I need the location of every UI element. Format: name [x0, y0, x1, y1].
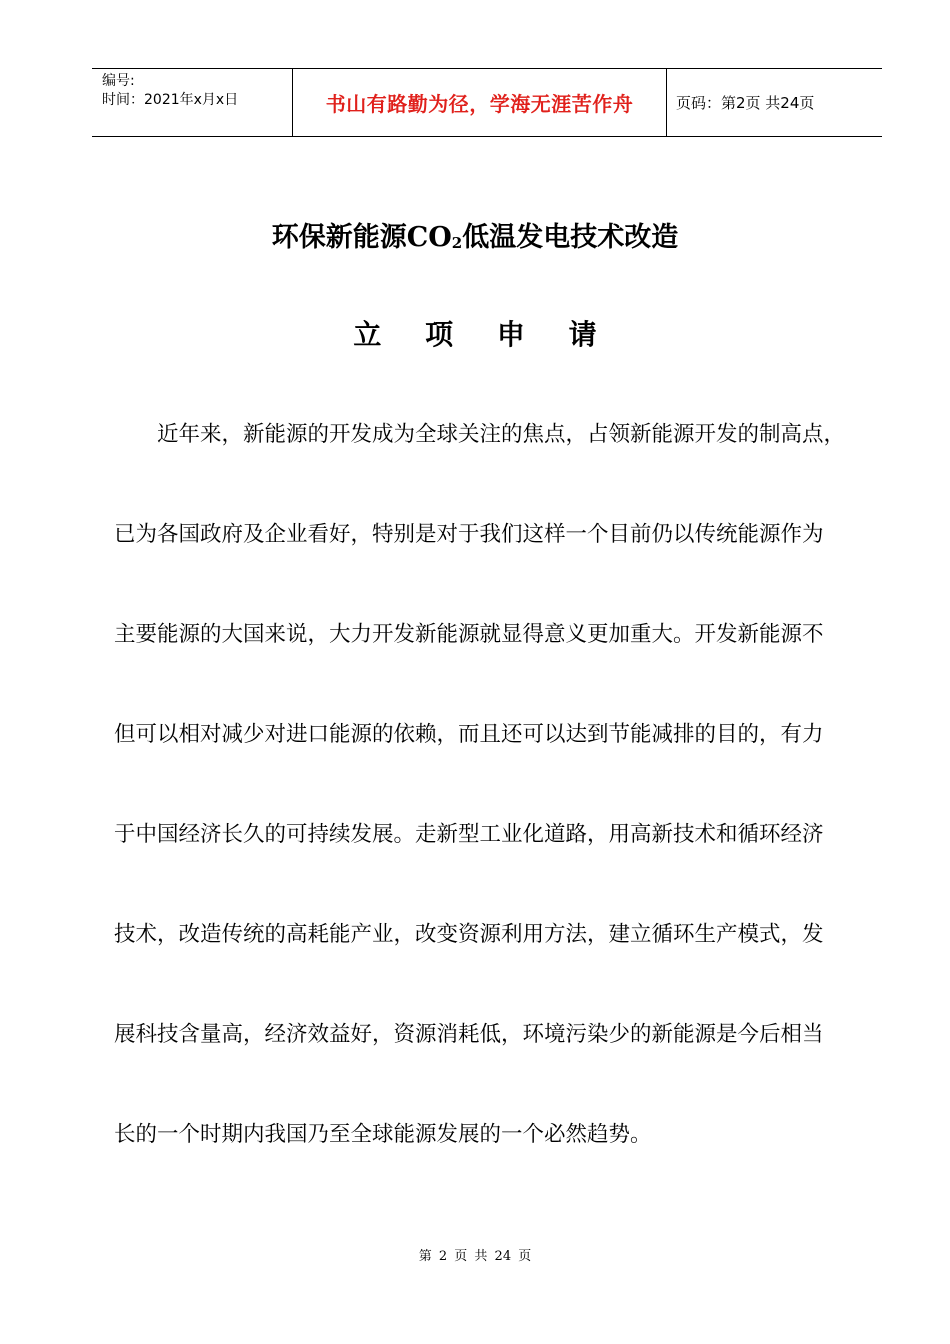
- paragraph-line: 技术，改造传统的高耗能产业，改变资源利用方法，建立循环生产模式，发: [114, 922, 824, 947]
- document-title-part2: 低温发电技术改造: [462, 222, 679, 253]
- header-page-cell: [667, 69, 882, 136]
- paragraph-line: 长的一个时期内我国乃至全球能源发展的一个必然趋势。: [114, 1122, 652, 1147]
- paragraph-line: 近年来，新能源的开发成为全球关注的焦点，占领新能源开发的制高点，: [157, 422, 846, 447]
- document-body: [114, 414, 892, 1214]
- subtitle-char: 请: [568, 318, 597, 351]
- paragraph-line: 但可以相对减少对进口能源的依赖，而且还可以达到节能减排的目的，有力: [114, 722, 824, 747]
- paragraph-line: 于中国经济长久的可持续发展。走新型工业化道路，用高新技术和循环经济: [114, 822, 824, 847]
- subtitle-char: 申: [496, 318, 525, 351]
- page-footer: 第 2 页 共 24 页: [418, 1249, 532, 1264]
- header-motto: 书山有路勤为径，学海无涯苦作舟: [325, 92, 634, 116]
- subtitle-char: 项: [425, 318, 454, 351]
- document-title: [0, 215, 950, 254]
- document-title-part1: 环保新能源CO: [271, 222, 452, 253]
- page-header: [92, 68, 882, 137]
- document-title-subscript: 2: [451, 234, 463, 252]
- header-meta-cell: [92, 69, 293, 136]
- paragraph-line: 已为各国政府及企业看好，特别是对于我们这样一个目前仍以传统能源作为: [114, 522, 824, 547]
- header-motto-cell: [293, 69, 667, 136]
- document-time-label: 时间：2021年x月x日: [102, 92, 239, 108]
- subtitle-char: 立: [353, 318, 382, 351]
- paragraph-line: 展科技含量高，经济效益好，资源消耗低，环境污染少的新能源是今后相当: [114, 1022, 824, 1047]
- document-subtitle: [0, 313, 950, 353]
- paragraph-line: 主要能源的大国来说，大力开发新能源就显得意义更加重大。开发新能源不: [114, 622, 824, 647]
- document-number-label: 编号:: [102, 73, 135, 89]
- header-page-label: 页码：第2页 共24页: [676, 94, 815, 112]
